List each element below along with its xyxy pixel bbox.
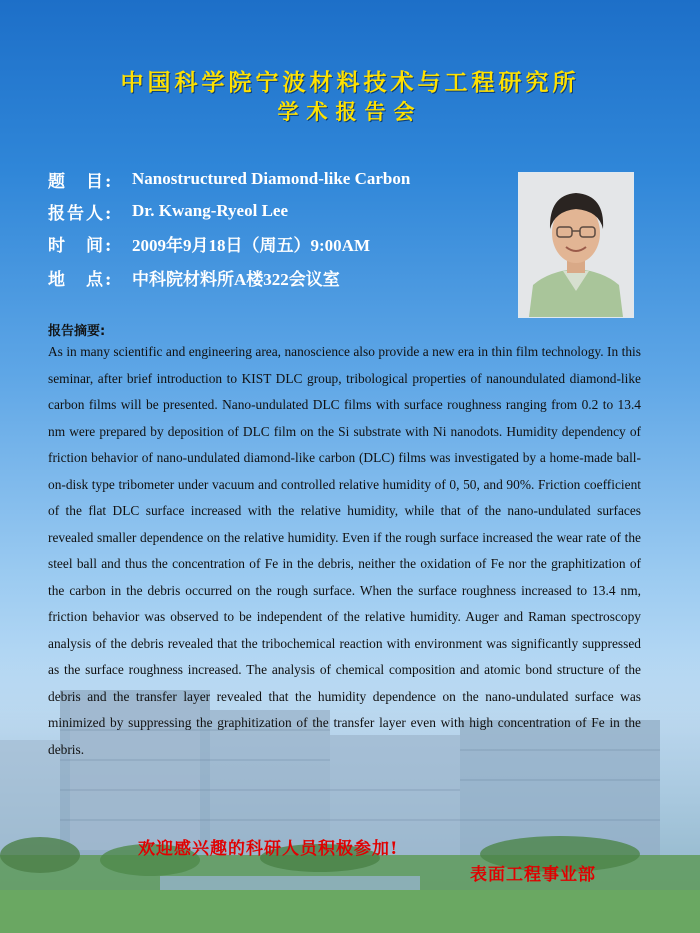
abstract-label: 报告摘要:: [48, 324, 106, 339]
speaker-row: [48, 197, 288, 225]
time-label: 时 间:: [48, 235, 114, 256]
abstract-text: As in many scientific and engineering area, nanoscience also provide a new era in thin film technology. In this seminar, after brief introduction to KIST DLC group, tribological properties of nanoundulated diamond-like carbon films will be presented. Nano-undulated DLC films with surface roughness ranging from 0.2 to 13.4 nm were prepared by deposition of DLC film on the Si substrate with Ni nanodots. Humidity dependency of friction behavior of nano-undulated diamond-like carbon (DLC) films was investigated by a home-made ball-on-disk type tribometer under vacuum and controlled relative humidity of 0, 50, and 90%. Friction coefficient of the flat DLC surface increased with the relative humidity, while that of the nano-undulated surfaces revealed smaller dependence on the relative humidity. Even if the rough surface increased the wear rate of the steel ball and thus the concentration of Fe in the debris, neither the oxidation of Fe nor the graphitization of the carbon in the debris occurred on the rough surface. When the surface roughness increased to 13.4 nm, friction behavior was observed to be independent of the relative humidity. Auger and Raman spectroscopy analysis of the debris revealed that the tribochemical reaction with environment was significantly suppressed as the surface roughness increased. The analysis of chemical composition and atomic bond structure of the debris and the transfer layer revealed that the humidity dependence on the nano-undulated surface was minimized by suppressing the graphitization of the transfer layer even with high concentration of Fe in the debris.: [48, 344, 641, 757]
time-value: 2009年9月18日（周五）9:00AM: [132, 235, 370, 255]
invitation-text: 欢迎感兴趣的科研人员积极参加!: [138, 839, 399, 859]
speaker-photo: [518, 172, 634, 318]
event-title: 学术报告会: [277, 99, 423, 124]
institute-title: 中国科学院宁波材料技术与工程研究所: [120, 69, 580, 96]
place-value: 中科院材料所A楼322会议室: [132, 269, 340, 289]
speaker-label: 报告人:: [48, 203, 114, 224]
organizer-text: 表面工程事业部: [470, 865, 596, 885]
speaker-value: Dr. Kwang-Ryeol Lee: [132, 201, 289, 220]
topic-value: Nanostructured Diamond-like Carbon: [132, 169, 411, 188]
time-row: [48, 229, 370, 257]
place-row: [48, 263, 340, 291]
topic-label: 题 目:: [48, 171, 114, 192]
topic-row: [48, 165, 410, 193]
place-label: 地 点:: [48, 269, 114, 290]
